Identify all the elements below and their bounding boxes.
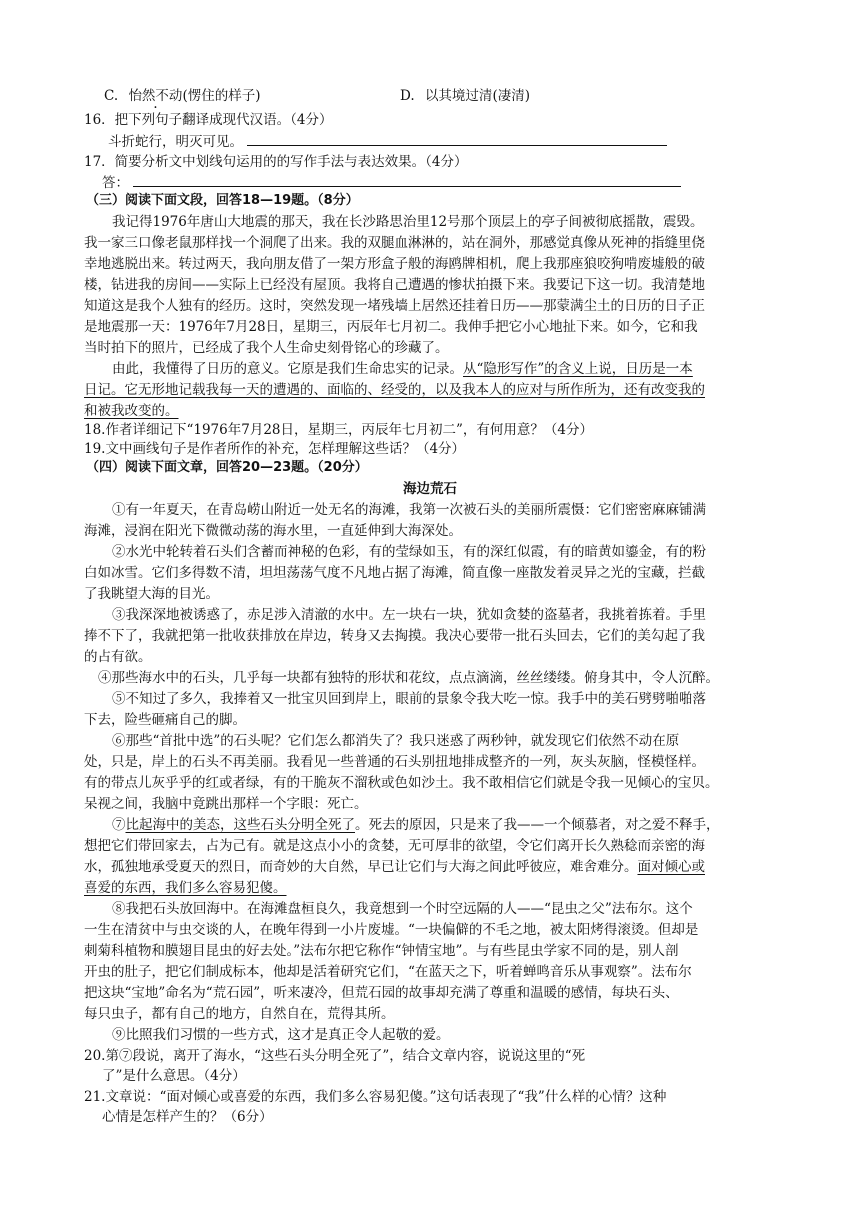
paragraph-line: 下去，险些砸痛自己的脚。 (84, 712, 246, 728)
option-c-label: C. (104, 88, 119, 104)
q16-answer-line[interactable] (247, 131, 667, 146)
paragraph-line: 每只虫子，都有自己的地方，自然自在，荒得其所。 (84, 1006, 395, 1022)
section4-heading: （四）阅读下面文章，回答20—23题。（20分） (86, 460, 368, 475)
paragraph-line: ⑤不知过了多久，我捧着又一批宝贝回到岸上，眼前的景象令我大吃一惊。我手中的美石劈劈啪啪落 (112, 691, 706, 707)
paragraph-line: 有的带点儿灰乎乎的红或者绿，有的干脆灰不溜秋或色如沙土。我不敢相信它们就是令我一见倾心的宝贝。 (84, 775, 719, 791)
paragraph-line: ④那些海水中的石头，几乎每一块都有独特的形状和花纹，点点滴滴，丝丝缕缕。俯身其中，令人沉醉。 (98, 670, 719, 686)
section3-line: 幸地逃脱出来。转过两天，我向朋友借了一架方形盒子般的海鸥牌相机，爬上我那座狼咬狗啃废墟般的破 (84, 256, 705, 272)
section3-p2-start: 由此，我懂得了日历的意义。它原是我们生命忠实的记录。 (112, 361, 463, 377)
paragraph-line (84, 857, 705, 877)
q21-prompt: 21.文章说：“面对倾心或喜爱的东西，我们多么容易犯傻。”这句话表现了“我”什么样的心情？这种 (84, 1089, 667, 1105)
underlined-sentence: 比起海中的美态，这些石头分明全死了 (125, 817, 355, 833)
q16-sentence-text: 斗折蛇行，明灭可见。 (108, 134, 243, 150)
section3-line: 我记得1976年唐山大地震的那天，我在长沙路思治里12号那个顶层上的亭子间被彻底摇散，震毁。 (112, 214, 704, 230)
paragraph-line (112, 815, 720, 835)
q18-prompt: 18.作者详细记下“1976年7月28日，星期三，丙辰年七月初二”，有何用意？（4分） (84, 422, 593, 438)
section3-line: 楼，钻进我的房间——实际上已经没有屋顶。我将自己遭遇的惨状拍摄下来。我要记下这一切。我清楚地 (84, 277, 705, 293)
q20-prompt: 20.第⑦段说，离开了海水，“这些石头分明全死了”，结合文章内容，说说这里的“死 (84, 1048, 586, 1064)
option-c (104, 86, 260, 106)
section3-heading: （三）阅读下面文段，回答18—19题。（8分） (86, 193, 359, 208)
option-d-word: 以其境过清 (424, 88, 493, 104)
p7-start: ⑦ (112, 817, 126, 833)
underlined-sentence: 日记。它无形地记载我每一天的遭遇的、面临的、经受的，以及我本人的应对与所作所为，还有改变我的 (84, 382, 705, 398)
paragraph-line: ⑨比照我们习惯的一些方式，这才是真正令人起敬的爱。 (112, 1027, 450, 1043)
paragraph-line: ①有一年夏天，在青岛崂山附近一处无名的海滩，我第一次被石头的美丽所震慑：它们密密麻麻铺满 (112, 502, 706, 518)
p7-rest: 。死去的原因，只是来了我——一个倾慕者，对之爱不释手， (355, 817, 720, 833)
option-d-label: D. (400, 88, 415, 104)
paragraph-line: 把这块“宝地”命名为“荒石园”，听来凄冷，但荒石园的故事却充满了尊重和温暖的感情，每块石头、 (84, 985, 679, 1001)
section3-p2-line1 (112, 359, 693, 379)
paragraph-line: ⑧我把石头放回海中。在海滩盘桓良久，我竟想到一个时空远隔的人——“昆虫之父”法布尔。这个 (112, 901, 693, 917)
underlined-sentence: 喜爱的东西，我们多么容易犯傻。 (84, 880, 287, 896)
article-title: 海边荒石 (403, 481, 457, 497)
paragraph-line: 了我眺望大海的目光。 (84, 586, 219, 602)
paragraph-line: 开虫的肚子，把它们制成标本，他却是活着研究它们，“在蓝天之下，听着蝉鸣音乐从事观察”。法布尔 (84, 964, 692, 980)
q17-prompt: 17．简要分析文中划线句运用的的写作手法与表达效果。（4分） (84, 154, 468, 170)
option-c-gloss: (愣住的样子) (182, 88, 261, 104)
underlined-sentence: 面对倾心或 (637, 859, 705, 875)
paragraph-line: 呆视之间，我脑中竟跳出那样一个字眼：死亡。 (84, 796, 368, 812)
option-c-word: 怡然不动 (128, 88, 183, 104)
paragraph-line: 捧不下了，我就把第一批收获排放在岸边，转身又去掏摸。我决心要带一批石头回去，它们的美勾起了我 (84, 628, 705, 644)
paragraph-line: 一生在清贫中与虫交谈的人，在晚年得到一小片废墟。“一块偏僻的不毛之地，被太阳烤得滚烫。但却是 (84, 922, 699, 938)
section3-line: 是地震那一天：1976年7月28日，星期三，丙辰年七月初二。我伸手把它小心地扯下来。如今，它和我 (84, 319, 698, 335)
paragraph-line: 的占有欲。 (84, 649, 152, 665)
p7-line3: 水，孤独地承受夏天的烈日，而奇妙的大自然，早已让它们与大海之间此呼彼应，难舍难分。 (84, 859, 638, 875)
paragraph-line: 想把它们带回家去，占为己有。就是这点小小的贪婪，无可厚非的欲望，令它们离开长久熟稔而亲密的海 (84, 838, 705, 854)
paragraph-line: 白如冰雪。它们多得数不清，坦坦荡荡气度不凡地占据了海滩，简直像一座散发着灵异之光的宝藏，拦截 (84, 565, 705, 581)
paragraph-line: 刺菊科植物和膜翅目昆虫的好去处。”法布尔把它称作“钟情宝地”。与有些昆虫学家不同的是，别人剖 (84, 943, 679, 959)
q19-prompt: 19.文中画线句子是作者所作的补充，怎样理解这些话？（4分） (84, 441, 466, 457)
q20-prompt-cont: 了”是什么意思。（4分） (102, 1068, 246, 1084)
paragraph-line: ②水光中轮转着石头们含蓄而神秘的色彩，有的莹绿如玉，有的深红似霞，有的暗黄如鎏金，有的粉 (112, 544, 706, 560)
option-d (400, 86, 530, 106)
q16-prompt: 16．把下列句子翻译成现代汉语。（4分） (84, 112, 333, 128)
option-d-gloss: (凄清) (492, 88, 530, 104)
q17-answer (102, 172, 681, 193)
paragraph-line: 处，只是，岸上的石头不再美丽。我看见一些普通的石头别扭地排成整齐的一列，灰头灰脑，怪模怪样。 (84, 754, 705, 770)
q21-prompt-cont: 心情是怎样产生的？（6分） (102, 1109, 273, 1125)
section3-line: 我一家三口像老鼠那样找一个洞爬了出来。我的双腿血淋淋的，站在洞外，那感觉真像从死神的指缝里侥 (84, 235, 705, 251)
q17-answer-label: 答： (102, 175, 129, 191)
section3-line: 当时拍下的照片，已经成了我个人生命史刻骨铭心的珍藏了。 (84, 340, 449, 356)
paragraph-line: 海滩，浸润在阳光下微微动荡的海水里，一直延伸到大海深处。 (84, 523, 462, 539)
paragraph-line: ③我深深地被诱惑了，赤足涉入清澈的水中。左一块右一块，犹如贪婪的盗墓者，我挑着拣着。手里 (112, 607, 706, 623)
q16-sentence (108, 131, 667, 152)
paragraph-line: ⑥那些“首批中选”的石头呢？它们怎么都消失了？我只迷惑了两秒钟，就发现它们依然不动在原 (112, 733, 680, 749)
underlined-sentence: 和被我改变的。 (84, 403, 179, 419)
underlined-sentence: 从“隐形写作”的含义上说，日历是一本 (463, 361, 693, 377)
section3-line: 知道这是我个人独有的经历。这时，突然发现一堵残墙上居然还挂着日历——那蒙满尘土的日历的日子正 (84, 298, 705, 314)
q17-answer-line[interactable] (133, 172, 681, 187)
